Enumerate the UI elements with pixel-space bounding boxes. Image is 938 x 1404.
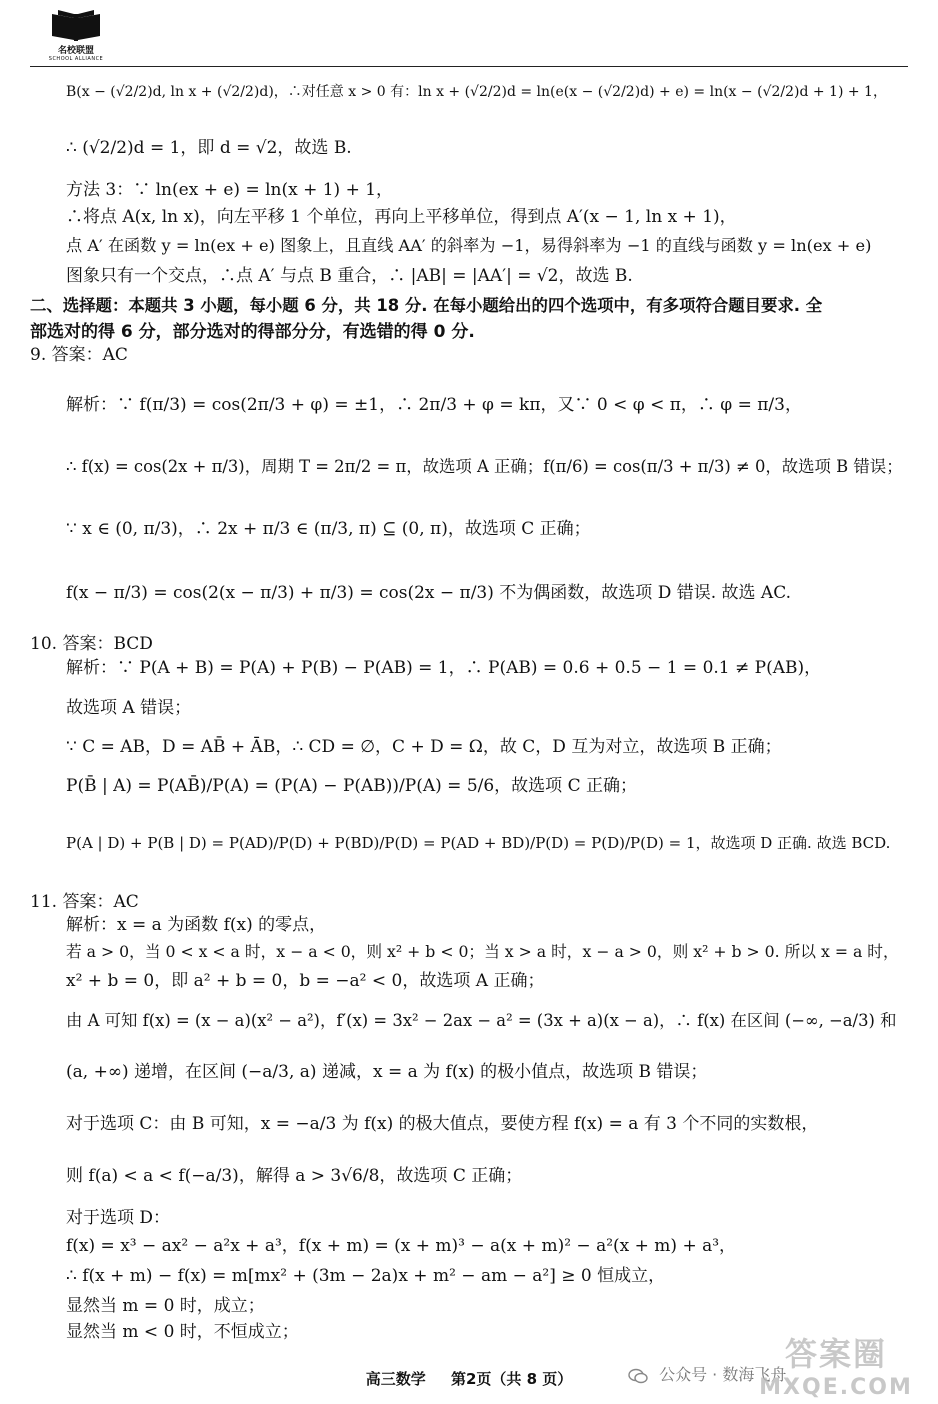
text-line: ∵ C = AB，D = AB̄ + ĀB，∴ CD = ∅，C + D = Ω，故 C，D 互为对立，故选项 B 正确； [66, 737, 782, 757]
wechat-label: 公众号 · 数海飞舟 [659, 1365, 787, 1384]
text-line: B(x − (√2/2)d, ln x + (√2/2)d)，∴对任意 x > 0 有：ln x + (√2/2)d = ln(e(x − (√2/2)d) + e) = ln(x − (√2/2)d + 1) + 1， [66, 84, 887, 100]
text-line: P(B̄ | A) = P(AB̄)/P(A) = (P(A) − P(AB))/P(A) = 5/6，故选项 C 正确； [66, 776, 637, 796]
section-heading: 二、选择题：本题共 3 小题，每小题 6 分，共 18 分. 在每小题给出的四个选项中，有多项符合题目要求. 全 [30, 296, 823, 315]
text-line: ∴ f(x) = cos(2x + π/3)，周期 T = 2π/2 = π，故选项 A 正确；f(π/6) = cos(π/3 + π/3) ≠ 0，故选项 B 错误； [66, 457, 903, 476]
text-line: 显然当 m < 0 时，不恒成立； [66, 1322, 299, 1342]
section-heading: 部选对的得 6 分，部分选对的得部分分，有选错的得 0 分. [30, 322, 475, 342]
watermark-top: 答案圈 [784, 1335, 887, 1373]
text-line: x² + b = 0，即 a² + b = 0，b = −a² < 0，故选项 A 正确； [66, 971, 545, 991]
text-line: 故选项 A 错误； [66, 698, 192, 718]
text-line: ∴ (√2/2)d = 1，即 d = √2，故选 B. [66, 138, 352, 158]
text-line: 解析：∵ f(π/3) = cos(2π/3 + φ) = ±1，∴ 2π/3 + φ = kπ，又∵ 0 < φ < π，∴ φ = π/3， [66, 395, 802, 415]
text-line: 对于选项 D： [66, 1208, 171, 1228]
text-line: 解析：x = a 为函数 f(x) 的零点， [66, 915, 327, 935]
text-line: P(A | D) + P(B | D) = P(AD)/P(D) + P(BD)/P(D) = P(AD + BD)/P(D) = P(D)/P(D) = 1，故选项 D 正确. 故选 BCD. [66, 834, 891, 852]
text-line: (a, +∞) 递增，在区间 (−a/3, a) 递减，x = a 为 f(x) 的极小值点，故选项 B 错误； [66, 1062, 708, 1082]
logo-text-en: SCHOOL ALLIANCE [48, 56, 104, 62]
text-line: 则 f(a) < a < f(−a/3)，解得 a > 3√6/8，故选项 C 正确； [66, 1166, 523, 1186]
text-line: f(x − π/3) = cos(2(x − π/3) + π/3) = cos(2x − π/3) 不为偶函数，故选项 D 错误. 故选 AC. [66, 583, 792, 603]
footer-page-number: 第2页（共 8 页） [450, 1370, 573, 1388]
watermark-bottom: MXQE.COM [759, 1375, 913, 1400]
text-line: ∵ x ∈ (0, π/3)，∴ 2x + π/3 ∈ (π/3, π) ⊆ (0, π)，故选项 C 正确； [66, 519, 591, 539]
question-answer: 10. 答案：BCD [30, 634, 153, 654]
text-line: 显然当 m = 0 时，成立； [66, 1296, 265, 1316]
text-line: ∴ f(x + m) − f(x) = m[mx² + (3m − 2a)x + m² − am − a²] ≥ 0 恒成立， [66, 1266, 666, 1286]
text-line: 对于选项 C：由 B 可知，x = −a/3 为 f(x) 的极大值点，要使方程 f(x) = a 有 3 个不同的实数根， [66, 1114, 819, 1134]
text-line: 若 a > 0，当 0 < x < a 时，x − a < 0，则 x² + b < 0；当 x > a 时，x − a > 0，则 x² + b > 0. 所以 x = a 时， [66, 942, 899, 961]
text-line: 图象只有一个交点，∴点 A′ 与点 B 重合，∴ |AB| = |AA′| = √2，故选 B. [66, 266, 633, 286]
text-line: f(x) = x³ − ax² − a²x + a³，f(x + m) = (x + m)³ − a(x + m)² − a²(x + m) + a³， [66, 1236, 737, 1256]
text-line: ∴将点 A(x, ln x)，向左平移 1 个单位，再向上平移单位，得到点 A′(x − 1, ln x + 1)， [66, 207, 737, 227]
text-line: 点 A′ 在函数 y = ln(ex + e) 图象上，且直线 AA′ 的斜率为 −1，易得斜率为 −1 的直线与函数 y = ln(ex + e) [66, 236, 872, 255]
text-line: 解析：∵ P(A + B) = P(A) + P(B) − P(AB) = 1，∴ P(AB) = 0.6 + 0.5 − 1 = 0.1 ≠ P(AB)， [66, 658, 822, 678]
site-watermark [756, 1329, 916, 1400]
question-answer: 11. 答案：AC [30, 892, 139, 912]
text-line: 方法 3：∵ ln(ex + e) = ln(x + 1) + 1， [66, 180, 394, 200]
footer-subject: 高三数学 [365, 1370, 426, 1388]
question-answer: 9. 答案：AC [30, 345, 128, 365]
text-line: 由 A 可知 f(x) = (x − a)(x² − a²)，f′(x) = 3x² − 2ax − a² = (3x + a)(x − a)，∴ f(x) 在区间 (−∞, −a/3) 和 [66, 1011, 897, 1030]
logo-text-cn: 名校联盟 [57, 46, 94, 56]
